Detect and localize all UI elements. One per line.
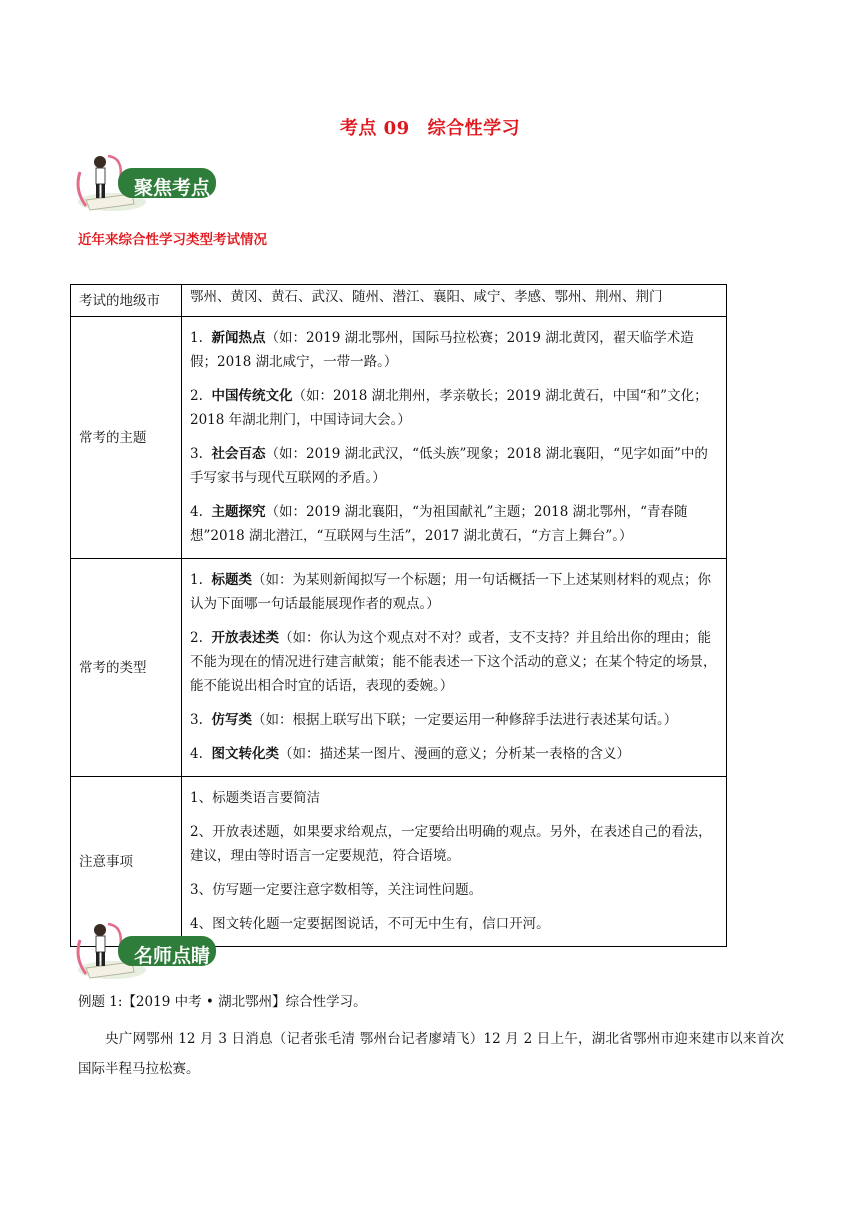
title-main: 综合性学习 (427, 118, 521, 139)
example-paragraph: 央广网鄂州 12 月 3 日消息（记者张毛清 鄂州台记者廖靖飞）12 月 2 日上午，湖北省鄂州市迎来建市以来首次国际半程马拉松赛。 (78, 1031, 784, 1077)
list-item: 2. 中国传统文化（如：2018 湖北荆州，孝亲敬长；2019 湖北黄石，中国“和”文化；2018 年湖北荆门，中国诗词大会。） (190, 388, 708, 428)
themes-cell (182, 317, 727, 559)
types-cell (182, 559, 727, 777)
row-label-cities: 考试的地级市 (71, 285, 182, 317)
row-value-cities: 鄂州、黄冈、黄石、武汉、随州、潜江、襄阳、咸宁、孝感、鄂州、荆州、荆门 (182, 285, 727, 317)
list-item: 3、仿写题一定要注意字数相等，关注词性问题。 (190, 882, 483, 898)
list-item: 4. 主题探究（如：2019 湖北襄阳，“为祖国献礼”主题；2018 湖北鄂州，“青春随想”2018 湖北潜江，“互联网与生活”，2017 湖北黄石，“方言上舞台”。） (190, 504, 688, 544)
example-label: 例题 1:【2019 中考 • 湖北鄂州】综合性学习。 (78, 994, 367, 1010)
list-item: 4、图文转化题一定要据图说话，不可无中生有，信口开河。 (190, 916, 550, 932)
exam-info-table (70, 284, 727, 947)
list-item: 1. 新闻热点（如：2019 湖北鄂州，国际马拉松赛；2019 湖北黄冈，翟天临学术造假；2018 湖北咸宁，一带一路。） (190, 330, 694, 370)
list-item: 1. 标题类（如：为某则新闻拟写一个标题；用一句话概括一下上述某则材料的观点；你认为下面哪一句话最能展现作者的观点。） (190, 572, 711, 612)
list-item: 2. 开放表述类（如：你认为这个观点对不对？或者，支不支持？并且给出你的理由；能不能为现在的情况进行建言献策；能不能表述一下这个活动的意义；在某个特定的场景，能不能说出相合时宜的话语，表现的委婉。） (190, 630, 717, 694)
teacher-badge-text: 名师点睛 (133, 945, 210, 967)
focus-badge-text: 聚焦考点 (133, 177, 210, 199)
list-item: 3. 社会百态（如：2019 湖北武汉，“低头族”现象；2018 湖北襄阳，“见字如面”中的手写家书与现代互联网的矛盾。） (190, 446, 708, 486)
table-row (71, 285, 727, 317)
list-item: 2、开放表述题，如果要求给观点，一定要给出明确的观点。另外，在表述自己的看法，建议，理由等时语言一定要规范，符合语境。 (190, 824, 712, 864)
table-row (71, 559, 727, 777)
title-prefix: 考点 09 (339, 118, 410, 139)
row-label-types: 常考的类型 (71, 559, 182, 777)
list-item: 3. 仿写类（如：根据上联写出下联；一定要运用一种修辞手法进行表述某句话。） (190, 712, 678, 728)
focus-badge (72, 150, 222, 214)
teacher-badge (72, 918, 222, 982)
notes-cell (182, 777, 727, 947)
page-title (0, 114, 860, 140)
row-label-notes: 注意事项 (71, 777, 182, 947)
list-item: 1、标题类语言要简洁 (190, 790, 321, 806)
section-subheading: 近年来综合性学习类型考试情况 (78, 232, 267, 248)
list-item: 4. 图文转化类（如：描述某一图片、漫画的意义；分析某一表格的含义） (190, 746, 630, 762)
table-row (71, 317, 727, 559)
row-label-themes: 常考的主题 (71, 317, 182, 559)
